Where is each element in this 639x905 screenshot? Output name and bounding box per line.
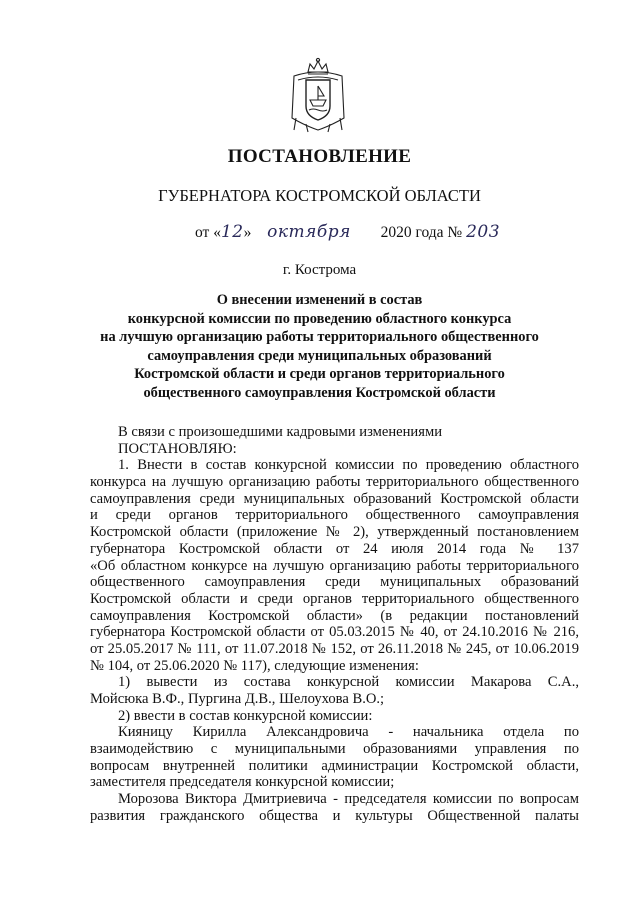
document-title: ПОСТАНОВЛЕНИЕ — [227, 146, 412, 167]
body-line: «Об областном конкурсе на лучшую организацию работы территориального — [90, 557, 579, 574]
body-line: Костромской области (приложение № 2), утвержденный постановлением — [90, 524, 579, 541]
body-line: вопросам внутренней политики администрации Костромской области, — [90, 757, 579, 774]
date-year-number-label: 2020 года № — [380, 224, 463, 241]
body-line: общественного самоуправления среди муниципальных образований — [90, 574, 579, 591]
date-line — [195, 222, 500, 242]
body-line: взаимодействию с муниципальными образованиями управления по — [90, 741, 579, 758]
heading-line: О внесении изменений в состав — [216, 292, 423, 308]
heading-line: на лучшую организацию работы территориального общественного — [100, 329, 539, 346]
body-line: 1. Внести в состав конкурсной комиссии по проведению областного — [118, 457, 579, 474]
heading-line: общественного самоуправления Костромской области — [143, 384, 496, 401]
issuing-authority: ГУБЕРНАТОРА КОСТРОМСКОЙ ОБЛАСТИ — [158, 186, 481, 205]
date-day-handwritten: 12 — [220, 222, 244, 242]
body-line: и среди органов территориального общественного самоуправления — [90, 507, 579, 524]
document-heading — [60, 291, 579, 403]
body-line: от 25.05.2017 № 111, от 11.07.2018 № 152, от 26.11.2018 № 245, от 10.06.2019 — [90, 640, 579, 657]
body-line: 2) ввести в состав конкурсной комиссии: — [118, 707, 373, 724]
date-mid: » — [243, 224, 252, 241]
body-line: самоуправления Костромской области» (в редакции постановлений — [90, 607, 579, 624]
body-line: Костромской области и среди органов территориального общественного — [90, 590, 579, 607]
body-line: губернатора Костромской области от 05.03.2015 № 40, от 24.10.2016 № 216, — [90, 624, 579, 641]
body-line: Морозова Виктора Дмитриевича - председателя комиссии по вопросам — [118, 791, 579, 808]
city-line: г. Кострома — [282, 262, 357, 278]
body-line: В связи с произошедшими кадровыми изменениями — [118, 424, 442, 440]
body-line: № 104, от 25.06.2020 № 117), следующие изменения: — [90, 657, 419, 674]
body-line: ПОСТАНОВЛЯЮ: — [118, 440, 237, 457]
body-line: Мойсюка В.Ф., Пургина Д.В., Шелоухова В.О.; — [90, 691, 385, 707]
document-body — [90, 424, 579, 825]
heading-line: самоуправления среди муниципальных образований — [147, 347, 492, 364]
body-line: губернатора Костромской области от 24 июля 2014 года № 137 — [90, 540, 579, 557]
body-line: конкурса на лучшую организацию работы территориального общественного — [90, 474, 579, 491]
coat-of-arms-emblem — [286, 56, 350, 136]
body-line: заместителя председателя конкурсной комиссии; — [90, 774, 395, 791]
body-line: самоуправления среди муниципальных образований Костромской области — [90, 490, 579, 507]
document-number-handwritten: 203 — [466, 222, 501, 242]
date-prefix: от « — [195, 224, 221, 241]
body-line: Кияницу Кирилла Александровича - начальника отдела по — [118, 724, 579, 741]
body-line: 1) вывести из состава конкурсной комиссии Макарова С.А., — [118, 674, 579, 691]
body-line: развития гражданского общества и культуры Общественной палаты — [90, 807, 579, 824]
heading-line: конкурсной комиссии по проведению областного конкурса — [127, 310, 512, 327]
date-month-handwritten: октября — [267, 222, 351, 242]
heading-line: Костромской области и среди органов территориального — [134, 366, 505, 383]
